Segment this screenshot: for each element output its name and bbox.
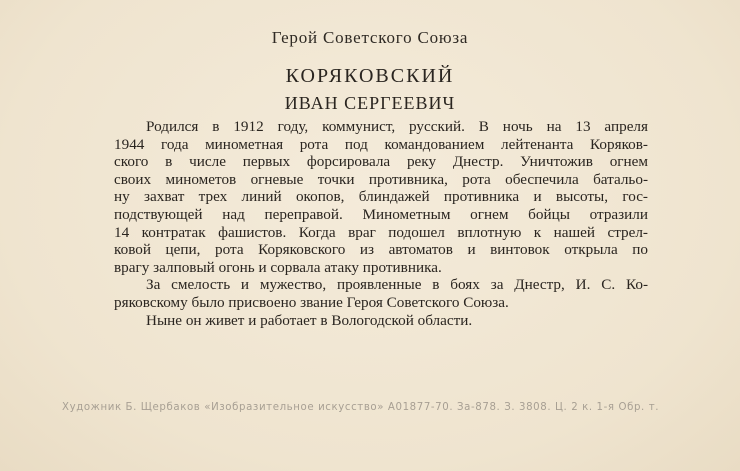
biography-line: 1944 года минометная рота под командованием лейтенанта Коряков-	[114, 135, 648, 153]
biography-line: своих минометов огневые точки противника, рота обеспечила батальо-	[114, 170, 648, 188]
biography-line: 14 контратак фашистов. Когда враг подошел вплотную к нашей стрел-	[114, 223, 648, 241]
hero-surname: КОРЯКОВСКИЙ	[285, 65, 455, 87]
hero-given-name: ИВАН СЕРГЕЕВИЧ	[284, 93, 456, 113]
biography-line: Родился в 1912 году, коммунист, русский. В ночь на 13 апреля	[146, 118, 648, 135]
hero-title: Герой Советского Союза	[271, 28, 469, 47]
biography-line: подствующей над переправой. Минометным огнем бойцы отразили	[114, 205, 648, 223]
imprint-line: Художник Б. Щербаков «Изобразительное искусство» А01877-70. За-878. З. 3808. Ц. 2 к. 1-я Обр. т.	[62, 402, 660, 413]
biography-line: ряковскому было присвоено звание Героя Советского Союза.	[114, 293, 509, 311]
biography-line: ковой цепи, рота Коряковского из автоматов и винтовок открыла по	[114, 241, 648, 259]
biography-line: ну захват трех линий окопов, блиндажей противника и высоты, гос-	[114, 188, 648, 206]
biography-line: ского в числе первых форсировала реку Днестр. Уничтожив огнем	[114, 153, 648, 171]
biography-text	[114, 118, 648, 329]
header	[0, 28, 740, 114]
biography-line: Ныне он живет и работает в Вологодской области.	[146, 311, 473, 329]
biography-line: врагу залповый огонь и сорвала атаку противника.	[114, 258, 442, 276]
biography-line: За смелость и мужество, проявленные в боях за Днестр, И. С. Ко-	[146, 276, 648, 294]
